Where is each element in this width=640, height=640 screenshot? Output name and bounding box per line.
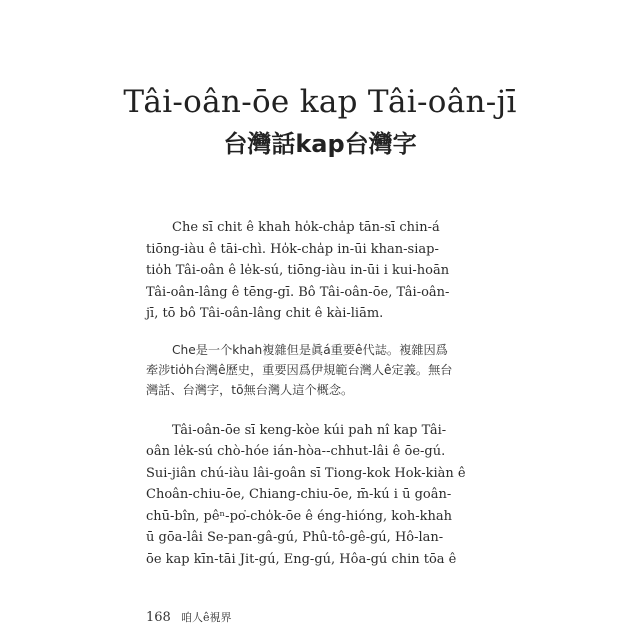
running-title: 咱人ê視界 bbox=[180, 611, 232, 624]
page-number: 168 bbox=[146, 610, 171, 625]
paragraph-romanized-2 bbox=[146, 420, 498, 571]
text-line: oân le̍k-sú chò-hóe ián-hòa--chhut-lâi ê ōe-gú. bbox=[146, 444, 446, 459]
text-line: ū gōa-lâi Se-pan-gâ-gú, Phû-tô-gê-gú, Hô-lan- bbox=[146, 530, 444, 545]
page-footer bbox=[146, 609, 231, 625]
text-line: jī, tō bô Tâi-oân-lâng chit ê kài-liām. bbox=[146, 306, 384, 321]
text-line: Sui-jiân chú-iàu lâi-goân sī Tiong-kok Hok-kiàn ê bbox=[146, 465, 466, 481]
text-line: tiōng-iàu ê tāi-chì. Ho̍k-cha̍p in-ūi khan-siap- bbox=[146, 241, 439, 257]
paragraph-han-1 bbox=[146, 340, 498, 400]
text-line: 牽涉tio̍h台灣ê歷史，重要因爲伊規範台灣人ê定義。無台 bbox=[146, 362, 453, 377]
text-line: Tâi-oân-lâng ê tēng-gī. Bô Tâi-oân-ōe, Tâi-oân- bbox=[146, 284, 450, 300]
chapter-title-han: 台灣話kap台灣字 bbox=[223, 130, 417, 158]
text-line: ōe kap kīn-tāi Jit-gú, Eng-gú, Hôa-gú chin tōa ê bbox=[146, 551, 457, 567]
body-text bbox=[146, 217, 498, 570]
text-line: chū-bîn, pêⁿ-po͘-cho̍k-ōe ê éng-hióng, koh-khah bbox=[146, 508, 453, 524]
text-line: Tâi-oân-ōe sī keng-kòe kúi pah nî kap Tâi- bbox=[172, 422, 447, 438]
text-line: 灣話、台灣字，tō無台灣人這个概念。 bbox=[146, 382, 354, 397]
chapter-title-romanized: Tâi-oân-ōe kap Tâi-oân-jī bbox=[123, 84, 517, 120]
text-line: Che是一个khah複雜但是眞á重要ê代誌。複雜因爲 bbox=[172, 342, 448, 357]
text-line: Che sī chit ê khah ho̍k-cha̍p tān-sī chin-á bbox=[172, 220, 440, 235]
text-line: tio̍h Tâi-oân ê le̍k-sú, tiōng-iàu in-ūi i kui-hoān bbox=[146, 263, 450, 278]
paragraph-romanized-1 bbox=[146, 217, 498, 325]
text-line: Choân-chiu-ōe, Chiang-chiu-ōe, m̄-kú i ū goân- bbox=[146, 487, 452, 502]
